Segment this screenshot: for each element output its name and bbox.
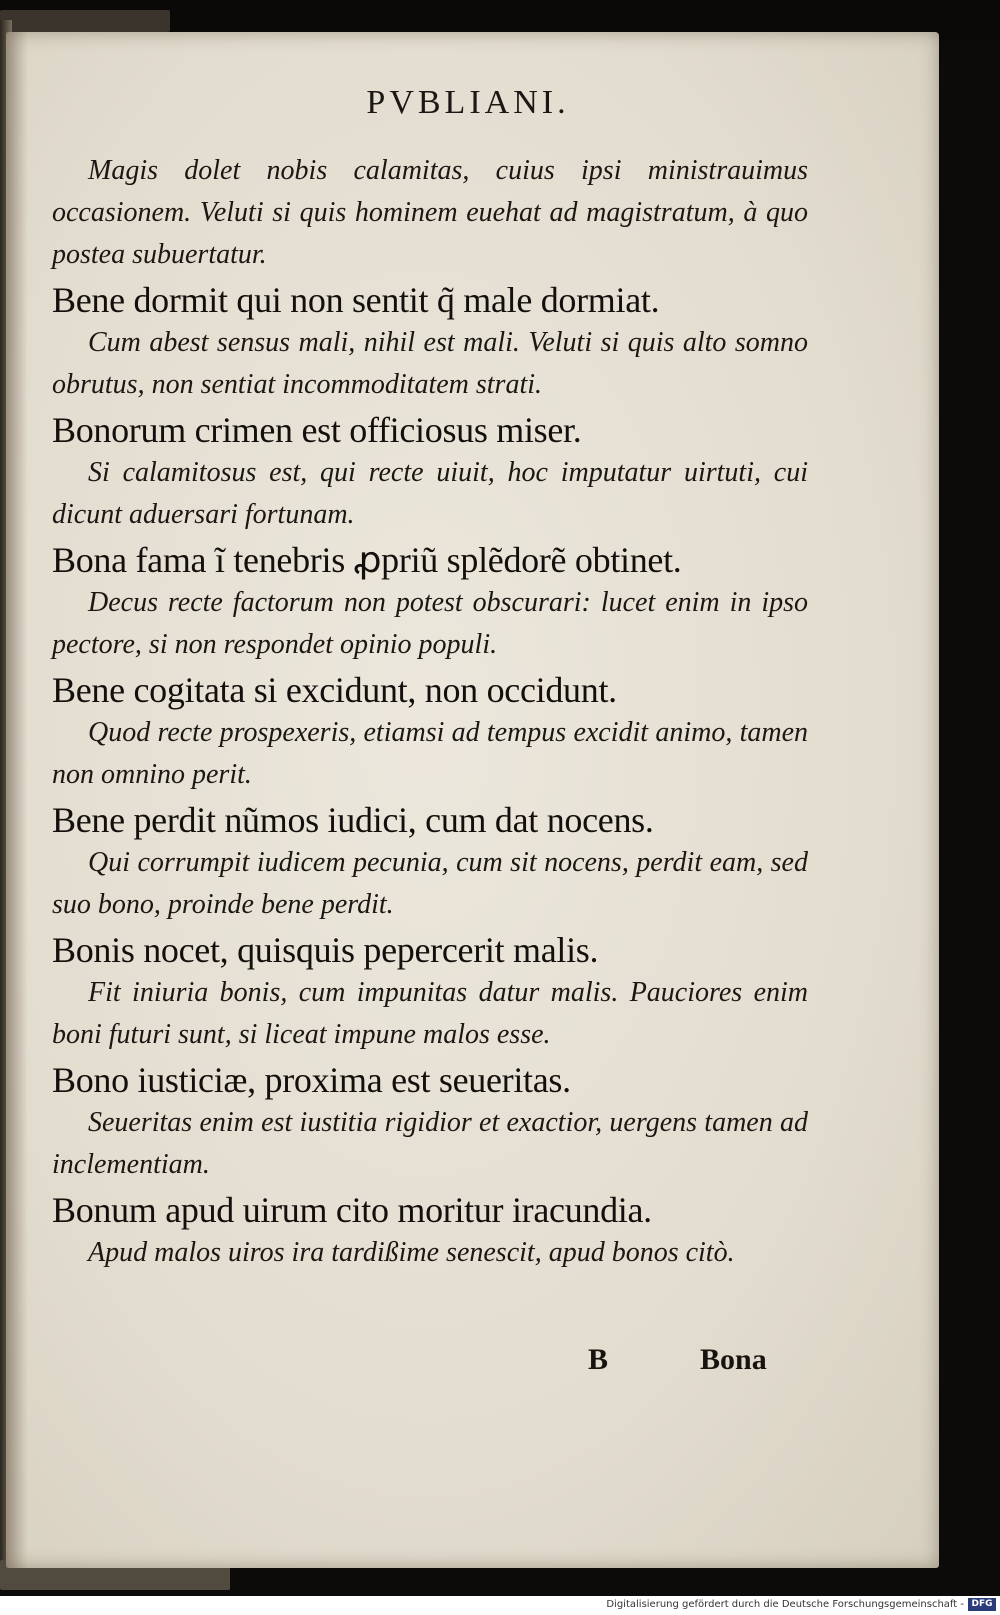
- running-header: [0, 84, 1000, 122]
- book-cover-edge: [0, 10, 170, 32]
- running-header-text: PVBLIANI.: [366, 84, 570, 121]
- commentary-paragraph: Apud malos uiros ira tardißime senescit, apud bonos citò.: [88, 1237, 735, 1268]
- maxim-line: Bene dormit qui non sentit q̃ male dormiat.: [52, 280, 660, 320]
- maxim-line: Bonorum crimen est officiosus miser.: [52, 410, 582, 450]
- page-text-block: [52, 150, 808, 1276]
- catchword: Bona: [700, 1343, 767, 1376]
- commentary-paragraph: Seueritas enim est iustitia rigidior et exactior, uergens tamen ad inclementiam.: [52, 1107, 808, 1180]
- commentary-paragraph: Magis dolet nobis calamitas, cuius ipsi ministrauimus occasionem. Veluti si quis hominem euehat ad magistratum, à quo postea subuertatur.: [52, 155, 808, 270]
- digitization-credit: Digitalisierung gefördert durch die Deutsche Forschungsgemeinschaft -: [606, 1599, 964, 1610]
- maxim-line: Bona fama ĩ tenebris ꝓpriũ splẽdorẽ obtinet.: [52, 540, 682, 580]
- signature-mark: B: [588, 1343, 609, 1376]
- page-gutter-shadow: [6, 32, 28, 1568]
- maxim-line: Bono iusticiæ, proxima est seueritas.: [52, 1060, 571, 1100]
- maxim-line: Bonum apud uirum cito moritur iracundia.: [52, 1190, 652, 1230]
- commentary-paragraph: Cum abest sensus mali, nihil est mali. Veluti si quis alto somno obrutus, non sentiat incommoditatem strati.: [52, 327, 808, 400]
- commentary-paragraph: Qui corrumpit iudicem pecunia, cum sit nocens, perdit eam, sed suo bono, proinde bene perdit.: [52, 847, 808, 920]
- maxim-line: Bene cogitata si excidunt, non occidunt.: [52, 670, 617, 710]
- commentary-paragraph: Fit iniuria bonis, cum impunitas datur malis. Pauciores enim boni futuri sunt, si liceat impune malos esse.: [52, 977, 808, 1050]
- commentary-paragraph: Decus recte factorum non potest obscurari: lucet enim in ipso pectore, si non respondet opinio populi.: [52, 587, 808, 660]
- commentary-paragraph: Quod recte prospexeris, etiamsi ad tempus excidit animo, tamen non omnino perit.: [52, 717, 808, 790]
- maxim-line: Bonis nocet, quisquis pepercerit malis.: [52, 930, 599, 970]
- dfg-logo: DFG: [968, 1598, 996, 1611]
- maxim-line: Bene perdit nũmos iudici, cum dat nocens.: [52, 800, 654, 840]
- commentary-paragraph: Si calamitosus est, qui recte uiuit, hoc imputatur uirtuti, cui dicunt aduersari fortunam.: [52, 457, 808, 530]
